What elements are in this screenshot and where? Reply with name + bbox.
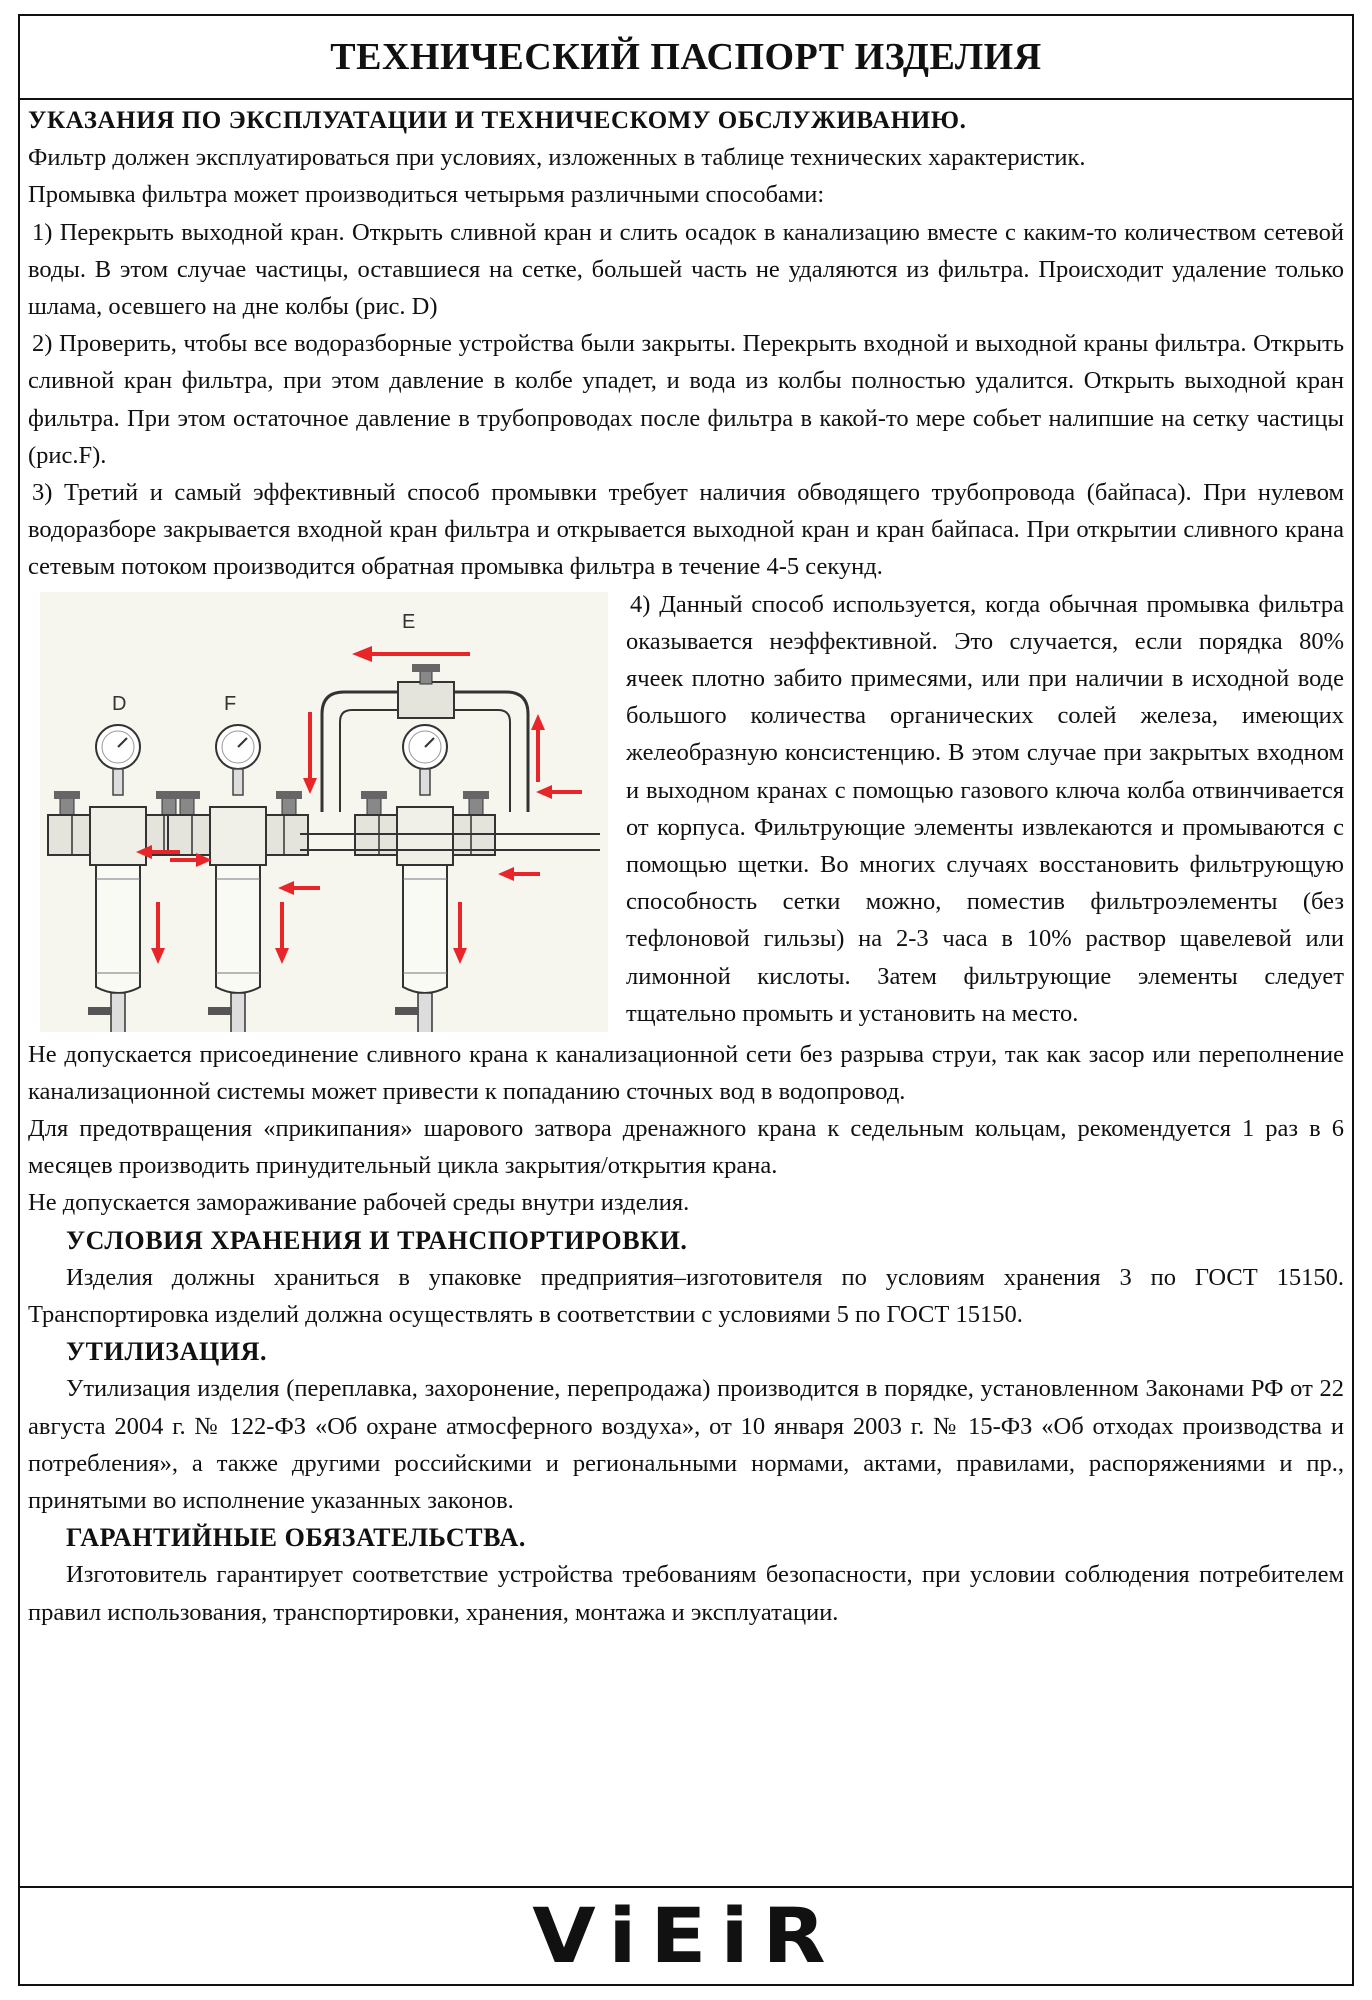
label-d: D (112, 692, 127, 715)
warranty-heading: ГАРАНТИЙНЫЕ ОБЯЗАТЕЛЬСТВА. (66, 1523, 526, 1553)
operation-heading: УКАЗАНИЯ ПО ЭКСПЛУАТАЦИИ И ТЕХНИЧЕСКОМУ ОБСЛУЖИВАНИЮ. (28, 107, 967, 134)
brand-logo: ViEiR (532, 1892, 840, 1980)
passport-frame (18, 14, 1354, 1986)
method-3: 3) Третий и самый эффективный способ промывки требует наличия обводящего трубопровода (байпаса). При нулевом водоразборе закрывается входной кран фильтра и открывается выходной кран и кран байпаса. При открытии сливного крана сетевым потоком производится обратная промывка фильтра в течение 4-5 секунд. (28, 479, 1344, 581)
method-4-block (28, 586, 1344, 1036)
note-freezing: Не допускается замораживание рабочей среды внутри изделия. (28, 1189, 690, 1217)
operation-intro-2: Промывка фильтра может производиться четырьмя различными способами: (28, 181, 825, 209)
flushing-diagram (40, 592, 608, 1032)
note-drain-connection: Не допускается присоединение сливного крана к канализационной сети без разрыва струи, так как засор или переполнение канализационной системы может привести к попаданию сточных вод в водопровод. (28, 1040, 1344, 1105)
note-valve-cycling: Для предотвращения «прикипания» шарового затвора дренажного крана к седельным кольцам, рекомендуется 1 раз в 6 месяцев производить принудительный цикла закрытия/открытия крана. (28, 1115, 1344, 1180)
footer-logo-bar (20, 1886, 1352, 1984)
label-f: F (224, 692, 237, 715)
method-1: 1) Перекрыть выходной кран. Открыть сливной кран и слить осадок в канализацию вместе с каким-то количеством сетевой воды. В этом случае частицы, оставшиеся на сетке, большей часть не удаляются из фильтра. Происходит удаление только шлама, осевшего на дне колбы (рис. D) (28, 218, 1344, 321)
page-title: ТЕХНИЧЕСКИЙ ПАСПОРТ ИЗДЕЛИЯ (330, 36, 1042, 78)
storage-heading: УСЛОВИЯ ХРАНЕНИЯ И ТРАНСПОРТИРОВКИ. (66, 1225, 688, 1255)
operation-intro-1: Фильтр должен эксплуатироваться при условиях, изложенных в таблице технических характеристик. (28, 144, 1086, 172)
disposal-heading: УТИЛИЗАЦИЯ. (66, 1337, 268, 1367)
method-2: 2) Проверить, чтобы все водоразборные устройства были закрыты. Перекрыть входной и выходной краны фильтра. Открыть сливной кран фильтра, при этом давление в колбе упадет, и вода из колбы полностью удалится. Открыть выходной кран фильтра. При этом остаточное давление в трубопроводах после фильтра в какой-то мере собьет налипшие на сетку частицы (рис.F). (28, 330, 1344, 469)
label-e: E (402, 610, 416, 633)
storage-text: Изделия должны храниться в упаковке предприятия–изготовителя по условиям хранения 3 по ГОСТ 15150. Транспортировка изделий должна осуществлять в соответствии с условиями 5 по ГОСТ 15150. (28, 1263, 1344, 1329)
document-body (28, 102, 1344, 1631)
disposal-text: Утилизация изделия (переплавка, захоронение, перепродажа) производится в порядке, установленном Законами РФ от 22 августа 2004 г. № 122-ФЗ «Об охране атмосферного воздуха», от 10 января 2003 г. № 15-ФЗ «Об отходах производства и потребления», а также другими российскими и региональными нормами, актами, правилами, распоряжениями и пр., принятыми во исполнение указанных законов. (28, 1375, 1344, 1515)
title-bar (20, 16, 1352, 100)
warranty-text: Изготовитель гарантирует соответствие устройства требованиям безопасности, при условии соблюдения потребителем правил использования, транспортировки, хранения, монтажа и эксплуатации. (28, 1561, 1344, 1626)
method-4: 4) Данный способ используется, когда обычная промывка фильтра оказывается неэффективной. Это случается, если порядка 80% ячеек плотно забито примесями, или при наличии в исходной воде большого количества органических солей железа, имеющих желеобразную консистенцию. В этом случае при закрытых входном и выходном кранах с помощью газового ключа колба отвинчивается от корпуса. Фильтрующие элементы извлекаются и промываются с помощью щетки. Во многих случаях восстановить фильтрующую способность сетки можно, поместив фильтроэлементы (без тефлоновой гильзы) на 2-3 часа в 10% раствор щавелевой или лимонной кислоты. Затем фильтрующие элементы следует тщательно промыть и установить на место. (626, 590, 1344, 1027)
